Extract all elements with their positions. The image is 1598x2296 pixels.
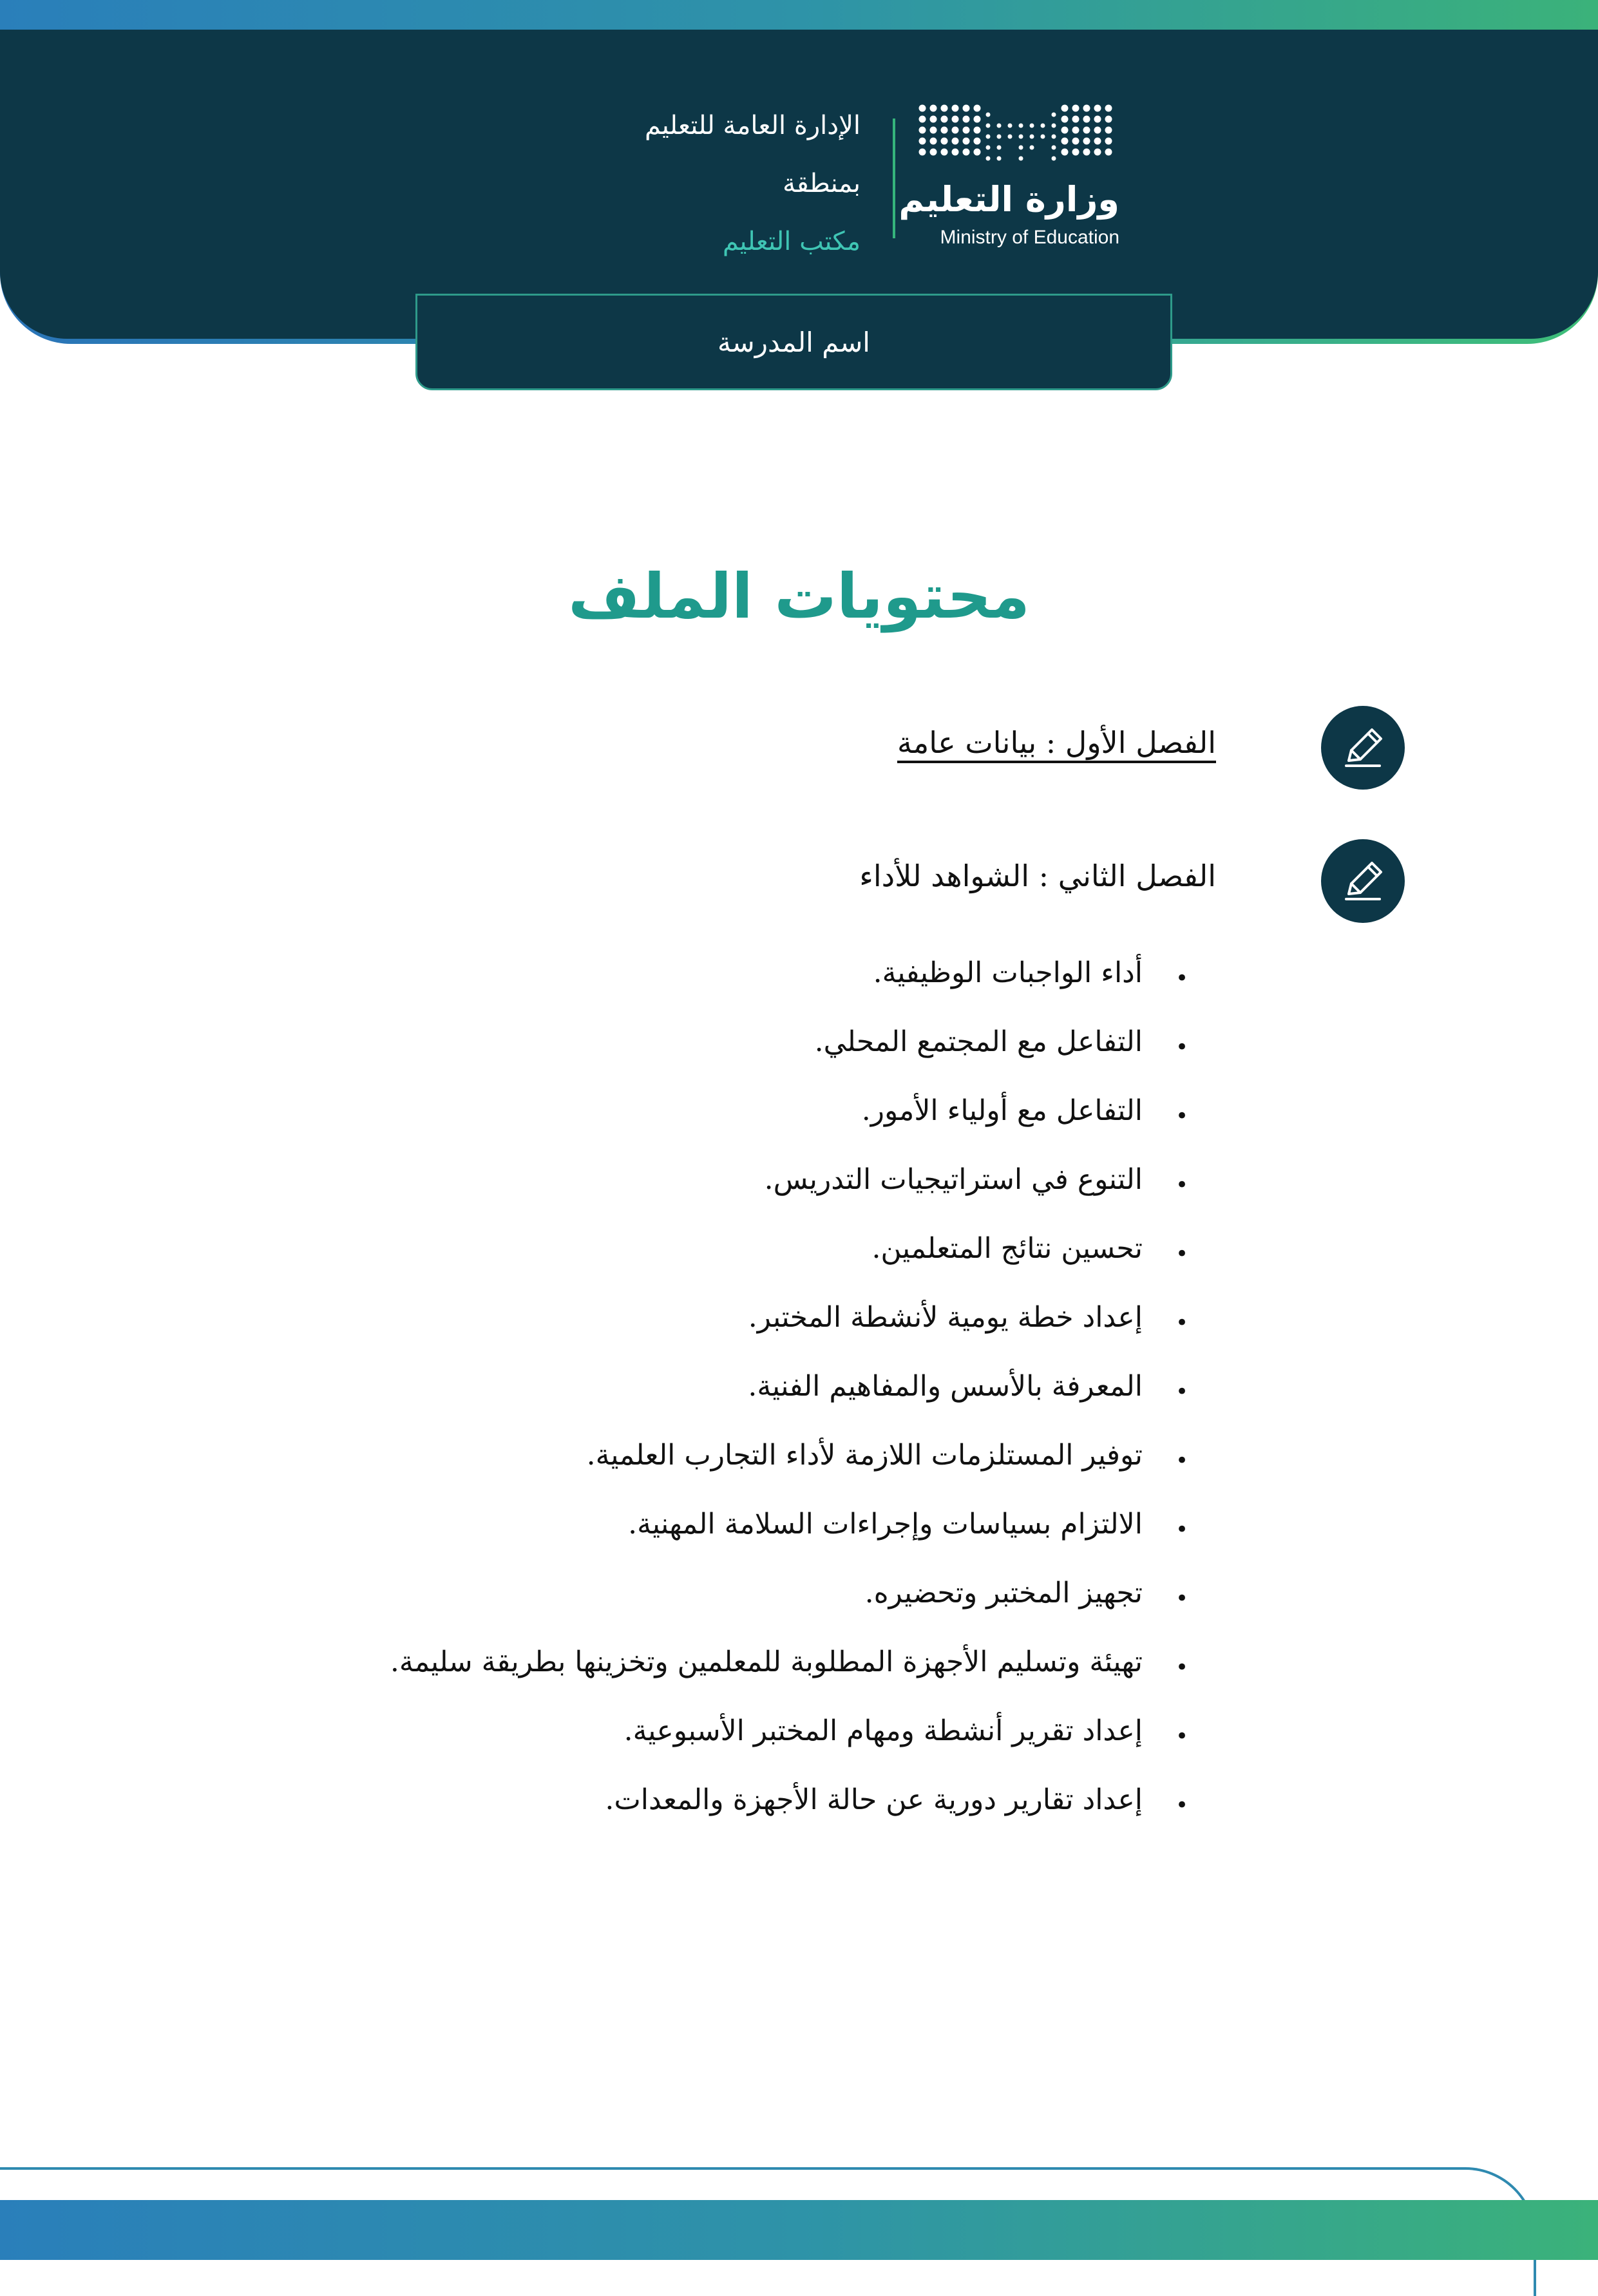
logo-dot [1094,105,1101,112]
pencil-icon [1321,839,1405,923]
footer-gradient-bar [0,2200,1598,2260]
logo-dot [1030,124,1034,128]
logo-dot [974,127,981,134]
admin-line-office: مكتب التعليم [722,227,861,256]
logo-dot [1083,149,1090,156]
logo-dot [941,127,948,134]
logo-dot [1083,105,1090,112]
logo-dot [1019,124,1023,128]
list-item-text: إعداد تقرير أنشطة ومهام المختبر الأسبوعية. [623,1714,1143,1747]
logo-dot [1083,116,1090,123]
logo-divider [893,119,895,238]
bullet-icon: • [1175,1655,1188,1680]
logo-dot [919,149,926,156]
list-item [0,1226,1598,1295]
logo-dot [1072,149,1080,156]
logo-dot [963,105,970,112]
logo-dot [919,138,926,145]
logo-dot [1041,135,1045,139]
school-name: اسم المدرسة [718,326,870,358]
bullet-icon: • [1175,965,1188,991]
logo-dot [1105,138,1112,145]
logo-dot [952,127,959,134]
logo-dot [941,149,948,156]
logo-dot [930,149,937,156]
bullet-icon: • [1175,1586,1188,1611]
logo-dot [1072,116,1080,123]
logo-dot [986,157,991,161]
list-item-text: تحسين نتائج المتعلمين. [871,1232,1143,1265]
logo-dot [952,149,959,156]
list-item-text: الالتزام بسياسات وإجراءات السلامة المهنية. [628,1508,1143,1541]
logo-dot [1072,138,1080,145]
logo-dot [941,116,948,123]
logo-dot [1094,127,1101,134]
logo-dot [919,116,926,123]
logo-dot [1061,127,1069,134]
logo-dot [997,135,1002,139]
list-item-text: التفاعل مع أولياء الأمور. [861,1094,1143,1127]
logo-dot [941,138,948,145]
logo-dot [1030,146,1034,150]
logo-dot [1105,116,1112,123]
logo-dot [1019,157,1023,161]
logo-dot [1072,127,1080,134]
list-item-text: تجهيز المختبر وتحضيره. [864,1577,1143,1609]
logo-dot [930,116,937,123]
logo-dot [974,149,981,156]
list-item [0,1432,1598,1501]
logo-dot [1052,135,1056,139]
ministry-logo [899,103,1119,258]
logo-dot [1105,127,1112,134]
list-item [0,1019,1598,1088]
bullet-icon: • [1175,1034,1188,1060]
bullet-icon: • [1175,1379,1188,1405]
bullet-icon: • [1175,1792,1188,1818]
chapter-one-link[interactable]: الفصل الأول : بيانات عامة [897,725,1216,760]
logo-dot [1094,149,1101,156]
list-item-text: التفاعل مع المجتمع المحلي. [814,1025,1143,1058]
logo-dot [1083,127,1090,134]
list-item [0,1777,1598,1846]
bullet-icon: • [1175,1448,1188,1474]
logo-dot [1052,157,1056,161]
list-item-text: إعداد تقارير دورية عن حالة الأجهزة والمعدات. [605,1783,1143,1816]
bullet-icon: • [1175,1103,1188,1129]
logo-dot [919,127,926,134]
logo-dot [1061,105,1069,112]
list-item-text: إعداد خطة يومية لأنشطة المختبر. [748,1301,1143,1334]
list-item [0,1295,1598,1363]
logo-dot [1105,105,1112,112]
logo-dot [963,116,970,123]
logo-dot [1094,116,1101,123]
logo-dot [997,157,1002,161]
list-item [0,1708,1598,1777]
logo-dot [974,116,981,123]
logo-dot [919,105,926,112]
evidence-list [0,950,1598,1846]
logo-dot [1061,149,1069,156]
list-item [0,1157,1598,1226]
school-name-tab [415,294,1172,390]
logo-dot [963,127,970,134]
list-item-text: التنوع في استراتيجيات التدريس. [764,1163,1143,1196]
list-item-text: أداء الواجبات الوظيفية. [873,956,1143,989]
logo-dot [952,138,959,145]
logo-dot [1061,138,1069,145]
logo-dot [1052,113,1056,117]
logo-dot [1072,105,1080,112]
logo-dot [997,124,1002,128]
list-item [0,950,1598,1019]
logo-dot [1094,138,1101,145]
logo-dot [930,127,937,134]
logo-dot [963,149,970,156]
logo-arabic-name: وزارة التعليم [899,179,1119,220]
logo-dot [952,105,959,112]
bullet-icon: • [1175,1310,1188,1336]
logo-dot [930,105,937,112]
list-item-text: توفير المستلزمات اللازمة لأداء التجارب العلمية. [586,1439,1143,1472]
bullet-icon: • [1175,1517,1188,1542]
logo-dot [997,146,1002,150]
logo-english-name: Ministry of Education [940,227,1119,248]
logo-dot [1105,149,1112,156]
administration-block [645,97,861,270]
list-item [0,1570,1598,1639]
logo-dot [963,138,970,145]
list-item [0,1501,1598,1570]
logo-dot [986,146,991,150]
logo-dot [1061,116,1069,123]
pencil-icon [1321,706,1405,790]
list-item [0,1639,1598,1708]
logo-dot [1083,138,1090,145]
admin-line-general: الإدارة العامة للتعليم [645,111,861,140]
logo-dot [1052,146,1056,150]
logo-dots-graphic [917,103,1117,174]
bullet-icon: • [1175,1241,1188,1267]
logo-dot [941,105,948,112]
top-gradient-stripe [0,0,1598,30]
logo-dot [986,124,991,128]
logo-dot [1008,135,1013,139]
list-item-text: المعرفة بالأسس والمفاهيم الفنية. [748,1370,1143,1403]
logo-dot [974,105,981,112]
logo-dot [930,138,937,145]
bullet-icon: • [1175,1723,1188,1749]
logo-dot [974,138,981,145]
logo-dot [1030,135,1034,139]
bullet-icon: • [1175,1172,1188,1198]
admin-line-region: بمنطقة [783,169,861,198]
page-title: محتويات الملف [568,560,1030,632]
logo-dot [1041,124,1045,128]
list-item-text: تهيئة وتسليم الأجهزة المطلوبة للمعلمين وتخزينها بطريقة سليمة. [390,1646,1143,1678]
chapter-two-heading: الفصل الثاني : الشواهد للأداء [859,859,1216,893]
logo-dot [1008,124,1013,128]
list-item [0,1088,1598,1157]
logo-dot [986,113,991,117]
logo-dot [986,135,991,139]
logo-dot [1019,146,1023,150]
logo-dot [1052,124,1056,128]
logo-dot [1019,135,1023,139]
logo-dot [952,116,959,123]
list-item [0,1363,1598,1432]
